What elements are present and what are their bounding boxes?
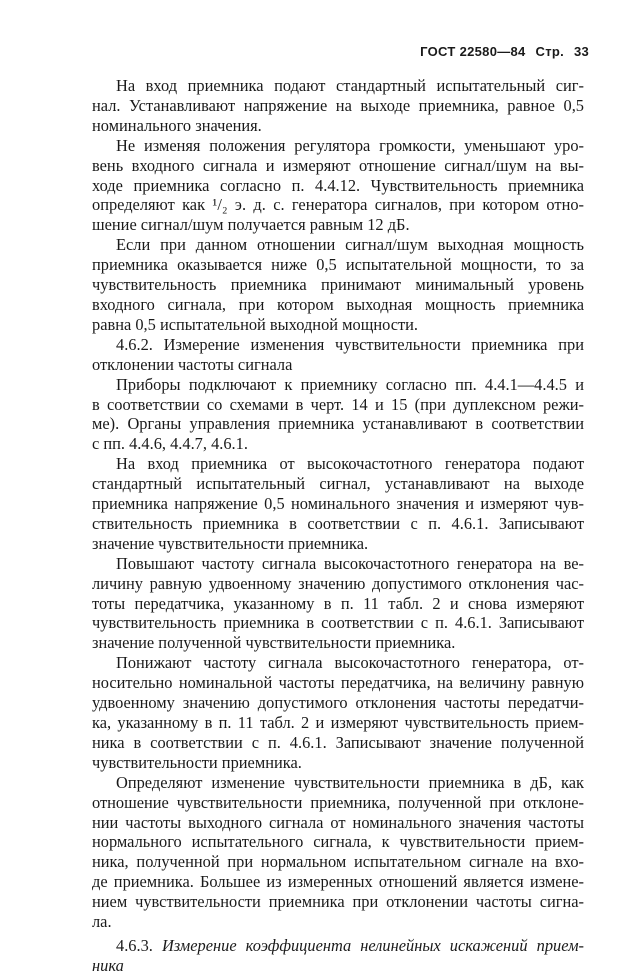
text-line: Не изменяя положения регулятора громкости, уменьшают уро-	[116, 135, 584, 155]
text-line: значение полученной чувствительности приемника.	[92, 633, 456, 653]
document-id: ГОСТ 22580—84	[420, 44, 526, 59]
section-heading-4-6-3	[92, 936, 584, 976]
text-line: равна 0,5 испытательной выходной мощности.	[92, 314, 419, 334]
text-line: с пп. 4.4.6, 4.4.7, 4.6.1.	[92, 434, 248, 454]
text-line: удвоенному значению допустимого отклонения частоты передатчи-	[92, 693, 584, 713]
paragraph-hf-generator	[92, 454, 584, 554]
text-line: чувствительности приемника.	[92, 752, 302, 772]
text-line: носительно номинальной частоты передатчика, на величину равную	[92, 673, 584, 693]
paragraph-connection	[92, 375, 584, 455]
text-line: чувствительность приемника принимают минимальный уровень	[92, 275, 584, 295]
body-text	[92, 76, 584, 976]
paragraph-test-signal	[92, 76, 584, 136]
text-line: чувствительность приемника в соответствии с п. 4.6.1. Записывают	[92, 613, 584, 633]
text-line: номинального значения.	[92, 115, 262, 135]
text-line: нии частоты выходного сигнала от номинального значения частоты	[92, 812, 584, 832]
text-line: значение чувствительности приемника.	[92, 533, 369, 553]
text-line: де приемника. Большее из измеренных отношений является измене-	[92, 872, 584, 892]
text-line: приемника оказывается ниже 0,5 испытательной мощности, то за	[92, 255, 584, 275]
text-line: нал. Устанавливают напряжение на выходе приемника, равное 0,5	[92, 95, 584, 115]
page-label: Стр.	[535, 44, 565, 59]
heading-line	[92, 936, 584, 956]
page-number: 33	[573, 44, 589, 59]
text-line: отношение чувствительности приемника, полученной при отклоне-	[92, 792, 584, 812]
paragraph-sensitivity	[92, 136, 584, 236]
text-line: Понижают частоту сигнала высокочастотного генератора, от-	[116, 653, 584, 673]
text-line: шение сигнал/шум получается равным 12 дБ.	[92, 215, 410, 235]
text-line: в соответствии со схемами в черт. 14 и 15 (при дуплексном режи-	[92, 394, 584, 414]
text-line: приемника напряжение 0,5 номинального значения и измеряют чув-	[92, 494, 584, 514]
text-line: тоты передатчика, указанному в п. 11 табл. 2 и снова измеряют	[92, 593, 584, 613]
paragraph-raise-frequency	[92, 554, 584, 654]
page-header	[420, 44, 589, 59]
text-line: ника, полученной при нормальном испытательном сигнале на вхо-	[92, 852, 584, 872]
text-line: Повышают частоту сигнала высокочастотного генератора на ве-	[116, 553, 584, 573]
text-line: 4.6.2. Измерение изменения чувствительности приемника при	[116, 334, 584, 354]
text-line: Если при данном отношении сигнал/шум выходная мощность	[116, 235, 584, 255]
text-line: Определяют изменение чувствительности приемника в дБ, как	[116, 772, 584, 792]
text-line: отклонении частоты сигнала	[92, 354, 293, 374]
paragraph-output-power	[92, 235, 584, 335]
paragraph-sensitivity-change	[92, 773, 584, 932]
text-line: ла.	[92, 912, 112, 932]
text-line: нием чувствительности приемника при отклонении частоты сигна-	[92, 892, 584, 912]
text-line: ходе приемника согласно п. 4.4.12. Чувствительность приемника	[92, 175, 584, 195]
section-title: Измерение коэффициента нелинейных искажений прием-	[161, 935, 584, 955]
text-line: ника в соответствии с п. 4.6.1. Записывают значение полученной	[92, 732, 584, 752]
text-line: ствительность приемника в соответствии с п. 4.6.1. Записывают	[92, 513, 584, 533]
text-line: ка, указанному в п. 11 табл. 2 и измеряют чувствительность прием-	[92, 713, 584, 732]
paragraph-lower-frequency	[92, 653, 584, 772]
text-line: стандартный испытательный сигнал, устанавливают на выходе	[92, 474, 584, 494]
text-line: Приборы подключают к приемнику согласно пп. 4.4.1—4.4.5 и	[116, 374, 584, 394]
text-line: ме). Органы управления приемника устанавливают в соответствии	[92, 414, 584, 434]
text-line: личину равную удвоенному значению допустимого отклонения час-	[92, 573, 584, 593]
text-line: вень входного сигнала и измеряют отношение сигнал/шум на вы-	[92, 155, 584, 175]
text-line: нормального испытательного сигнала, к чувствительности прием-	[92, 832, 584, 852]
text-line: На вход приемника подают стандартный испытательный сиг-	[116, 76, 584, 95]
section-title-continued: ника	[92, 955, 124, 975]
section-number: 4.6.3.	[116, 935, 153, 955]
text-line: определяют как ¹/₂ э. д. с. генератора сигналов, при котором отно-	[92, 195, 584, 215]
text-line: На вход приемника от высокочастотного генератора подают	[116, 454, 584, 474]
text-line: входного сигнала, при котором выходная мощность приемника	[92, 294, 584, 314]
section-heading-4-6-2	[92, 335, 584, 375]
